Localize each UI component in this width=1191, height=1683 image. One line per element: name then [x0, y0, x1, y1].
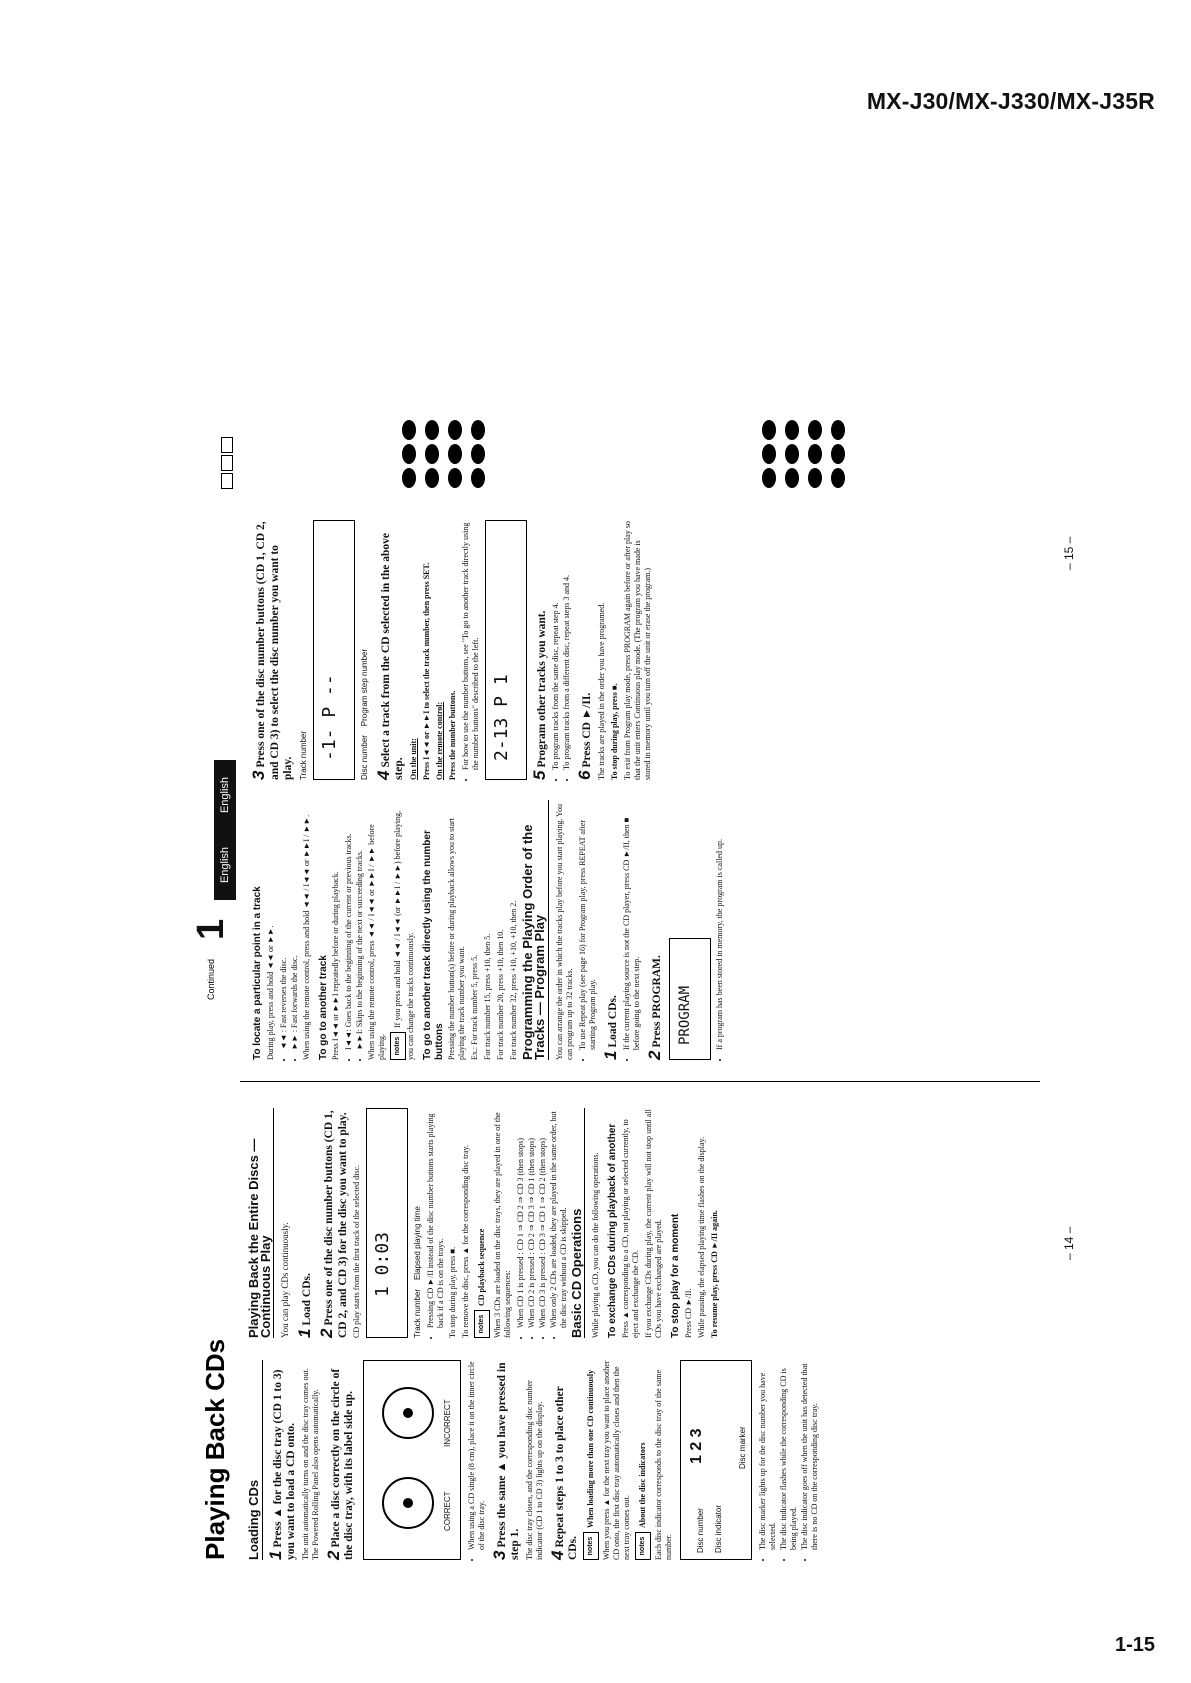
disc-correct-icon — [382, 1477, 434, 1529]
direct-title: To go to another track directly using the number buttons — [422, 830, 445, 1060]
on-unit-label: On the unit: — [408, 738, 418, 780]
bullet: • ►►I: Skips to the beginning of the next or succeeding tracks. — [355, 800, 365, 1050]
remove-text: To remove the disc, press ▲ for the corresponding disc tray. — [460, 1144, 470, 1338]
track-ops-column: To locate a particular point in a track During play, press and hold ◄◄ or ►►. • ◄◄ : Fast reverses the disc. • ►► : Fast forwards the disc. When using the remote control, press and hold ◄◄ / I◄◄ or ►►I / ►►. To go to another track Press I◄◄ or ►►I repeatedly before or during playback. • I◄◄: Goes back to the beginning of the current or previous tracks. • ►►I: Skips to the beginning of the next or succeeding tracks. When using the remote control, press ◄◄ / I◄◄ or ►►I / ►► before playing. notesIf you press and hold ◄◄ / I◄◄ (or ►►I / ►►) before playing, you can change the tracks continuously. To go to another track directly using the number buttons Pressing the number button(s) before or during playback allows you to start playing the track number you want. Ex.: For track number 5, press 5. For track number 15, press +10, then 5. For track number 20, press +10, then 10. For track number 32, press +10, +10, +10, then 2. Programming the Playing Order of the Tracks — Program Play You can arrange the order in which the tracks play before you start playing. You can program up to 32 tracks. • To use Repeat play (see page 16) for Program play, press REPEAT after starting Program play. 1Load CDs. • If the current playing source is not the CD player, press CD ►/II, then ■ before going to the next step. 2Press PROGRAM. PROGRAM • If a program has been stored in memory, the program is called up. — [246, 800, 727, 1060]
sequence-item: • When CD 1 is pressed : CD 1 ⇒ CD 2 ⇒ CD 3 (then stops) — [516, 1108, 526, 1328]
program-step2: Press PROGRAM. — [651, 955, 664, 1048]
lcd-readout: PROGRAM — [676, 985, 693, 1045]
lcd-readout: 1 0:03 — [372, 1231, 394, 1297]
bullet: • Pressing CD ►/II instead of the disc number buttons starts playing back if a CD is on the trays. — [426, 1108, 446, 1328]
sequence-item: • When CD 3 is pressed : CD 3 ⇒ CD 1 ⇒ CD 2 (then stops) — [538, 1108, 548, 1328]
program-step6: Press CD ►/II. — [581, 692, 594, 768]
incorrect-caption: INCORRECT — [442, 1399, 452, 1447]
bullet: • The disc marker lights up for the disc number you have selected. — [758, 1360, 778, 1550]
direct-example: For track number 15, press +10, then 5. — [483, 933, 493, 1060]
page-left-number: – 14 – — [1062, 1226, 1076, 1260]
pause-text: Press CD ►/II. — [683, 1288, 693, 1338]
loading-heading: Loading CDs — [248, 1360, 263, 1560]
program-stop-text: To stop during play, press ■. — [609, 683, 619, 780]
resume-text: To resume play, press CD ►/II again. — [709, 1210, 719, 1338]
disc-indicator-figure — [680, 1360, 752, 1560]
continuous-step2-text: CD play starts from the first track of the selected disc. — [352, 1164, 362, 1338]
another-note: If you press and hold ◄◄ / I◄◄ (or ►►I / ►►) before playing, you can change the tracks continuously. — [393, 810, 416, 1060]
bullet: • ◄◄ : Fast reverses the disc. — [279, 800, 289, 1050]
program-step-label: Program step number — [360, 648, 370, 727]
direct-example: For track number 20, press +10, then 10. — [496, 929, 506, 1060]
rotated-manual-spread — [190, 230, 1080, 1560]
on-unit-text: Press I◄◄ or ►►I to select the track number, then press SET. — [421, 562, 431, 780]
bullet: • I◄◄: Goes back to the beginning of the current or previous tracks. — [344, 800, 354, 1050]
locate-text: During play, press and hold ◄◄ or ►►. — [265, 925, 275, 1060]
track-number-label: Track number — [413, 1288, 423, 1338]
bullet: • To program tracks from a different disc, repeat steps 3 and 4. — [562, 520, 572, 770]
stop-text: To stop during play, press ■. — [447, 1246, 457, 1338]
continuous-heading: Playing Back the Entire Discs — Continuous Play — [248, 1108, 274, 1338]
page-right-number: – 15 – — [1062, 536, 1076, 570]
program-step3: Press one of the disc number buttons (CD 1, CD 2, and CD 3) to select the disc number you want to play. — [255, 521, 294, 780]
bullet: • To use Repeat play (see page 16) for Program play, press REPEAT after starting Program play. — [578, 800, 598, 1050]
bullet: • If a program has been stored in memory, the program is called up. — [715, 800, 725, 1050]
loading-step3: 3Press the same ▲ you have pressed in step 1. — [489, 1362, 522, 1560]
another-remote: When using the remote control, press ◄◄ / I◄◄ or ►►I / ►► before playing. — [367, 824, 387, 1060]
about-text: Each disc indicator corresponds to the disc tray of the same number. — [653, 1369, 673, 1560]
continuous-step2: Press one of the disc number buttons (CD 1, CD 2, and CD 3) for the disc you want to play. — [323, 1110, 349, 1338]
disc-incorrect-icon — [382, 1387, 434, 1439]
notes-icon: notes — [390, 1032, 406, 1060]
locate-title: To locate a particular point in a track — [252, 886, 263, 1060]
sequence-item: • When only 2 CDs are loaded, they are played in the same order, but the disc tray without a CD is skipped. — [549, 1108, 569, 1328]
program-steps-column: 3Press one of the disc number buttons (CD 1, CD 2, and CD 3) to select the disc number you want to play. Track number -1- P -- Disc number Program step number 4Select a track from the CD selected in the above step. On the unit: Press I◄◄ or ►►I to select the track number, then press SET. On the remote control: Press the number buttons. • For how to use the number buttons, see "To go to another track directly using the number buttons" described to the left. 2-13 P 1 5Program other tracks you want. • To program tracks from the same disc, repeat step 4. • To program tracks from a different disc, repeat steps 3 and 4. 6Press CD ►/II. The tracks are played in the order you have programed. To stop during play, press ■. To exit from Program play mode, press PROGRAM again before or after play so that the unit enters Continuous play mode. (The program you have made is stored in memory until you turn off the unit or erase the program.) — [246, 520, 656, 780]
program-step1: Load CDs. — [606, 995, 619, 1048]
bullet: • To program tracks from the same disc, repeat step 4. — [551, 520, 561, 770]
direct-example: Ex.: For track number 5, press 5. — [470, 954, 480, 1060]
continued-mark: 1 — [190, 918, 232, 940]
pause-text2: While pausing, the elapsed playing time flashes on the display. — [696, 1137, 706, 1338]
program-lcd-1 — [313, 520, 355, 780]
disc-number-label: Disc number — [695, 1508, 705, 1553]
number-keypad-illustration — [760, 380, 852, 490]
pause-title: To stop play for a moment — [670, 1213, 682, 1338]
loading-step1-text: The unit automatically turns on and the disc tray comes out. The Powered Rolling Panel also opens automatically. — [300, 1368, 320, 1560]
continuous-lcd — [366, 1108, 408, 1338]
program-step5: Program other tracks you want. — [535, 610, 548, 768]
track-number-label: Track number — [298, 730, 308, 780]
program-heading: Programming the Playing Order of the Tracks — Program Play — [522, 800, 548, 1060]
bullet: • If the current playing source is not the CD player, press CD ►/II, then ■ before going to the next step. — [622, 800, 642, 1050]
model-header: MX-J30/MX-J330/MX-J35R — [866, 88, 1155, 114]
program-step6-text: The tracks are played in the order you have programed. — [596, 602, 606, 780]
language-tab: English — [214, 760, 236, 830]
program-intro: You can arrange the order in which the tracks play before you start playing. You can program up to 32 tracks. — [554, 803, 574, 1060]
disc-indicator-label: Disc indicator — [713, 1504, 723, 1553]
program-lcd — [669, 938, 711, 1060]
number-keypad-illustration — [400, 380, 492, 490]
direct-text: Pressing the number button(s) before or during playback allows you to start playing the track number you want. — [447, 818, 467, 1060]
page-title: Playing Back CDs — [200, 1338, 230, 1560]
disc-placement-figure — [363, 1360, 461, 1560]
loading-column: Loading CDs 1Press ▲ for the disc tray (CD 1 to 3) you want to load a CD onto. The unit automatically turns on and the disc tray comes out. The Powered Rolling Panel also opens automatically. 2Place a disc correctly on the circle of the disc tray, with its label side up. CORRECT INCORRECT • When using a CD single (8 cm), place it on the inner circle of the disc tray. 3Press the same ▲ you have pressed in step 1. The disc tray closes, and the corresponding disc number indicator (CD 1 to CD 3) lights up on the display. 4Repeat steps 1 to 3 to place other CDs. notesWhen loading more than one CD continuously When you press ▲ for the next tray you want to place another CD onto, the first disc tray automatically closes and then the next tray comes out. notesAbout the disc indicators Each disc indicator corresponds to the disc tray of the same number. Disc number Disc indicator Disc marker 1 2 3 • The disc marker lights up for the disc number you have selected. • The disc indicator flashes while the corresponding CD is being played. • The disc indicator goes off when the unit has detected that there is no CD on the corresponding disc tray. — [246, 1360, 822, 1560]
sequence-item: • When CD 2 is pressed : CD 2 ⇒ CD 3 ⇒ CD 1 (then stops) — [527, 1108, 537, 1328]
locate-remote: When using the remote control, press and hold ◄◄ / I◄◄ or ►►I / ►►. — [301, 814, 311, 1060]
disc-buttons-illustration — [220, 380, 239, 490]
loading-step4: 4Repeat steps 1 to 3 to place other CDs. — [547, 1386, 580, 1560]
loading-step2: 2Place a disc correctly on the circle of the disc tray, with its label side up. — [323, 1368, 356, 1560]
basic-intro: While playing a CD, you can do the following operations. — [591, 1152, 601, 1338]
page-divider — [240, 1081, 1040, 1082]
correct-caption: CORRECT — [442, 1491, 452, 1531]
notes-icon: notes — [474, 1310, 490, 1338]
elapsed-label: Elapsed playing time — [413, 1206, 423, 1281]
continued-label: Continued — [206, 958, 216, 1000]
exchange-text2: If you exchange CDs during play, the current play will not stop until all CDs you have exchanged are played. — [644, 1109, 664, 1338]
on-remote-text: Press the number buttons. — [447, 690, 457, 780]
loading-step1: 1Press ▲ for the disc tray (CD 1 to 3) you want to load a CD onto. — [265, 1369, 298, 1560]
program-lcd-2 — [485, 520, 527, 780]
continuous-intro: You can play CDs continuously. — [280, 1222, 291, 1338]
notes-icon: notes — [583, 1532, 599, 1560]
on-remote-label: On the remote control: — [434, 701, 444, 780]
another-title: To go to another track — [317, 955, 329, 1060]
lcd-readout: -1- P -- — [319, 674, 341, 761]
continuous-column: Playing Back the Entire Discs — Continuous Play You can play CDs continuously. 1Load CDs. 2Press one of the disc number buttons (CD 1, CD 2, and CD 3) for the disc you want to play. CD play starts from the first track of the selected disc. 1 0:03 Track number Elapsed playing time • Pressing CD ►/II instead of the disc number buttons starts playing back if a CD is on the trays. To stop during play, press ■. To remove the disc, press ▲ for the corresponding disc tray. notesCD playback sequence When 3 CDs are loaded on the disc trays, they are played in one of the following sequences: • When CD 1 is pressed : CD 1 ⇒ CD 2 ⇒ CD 3 (then stops) • When CD 2 is pressed : CD 2 ⇒ CD 3 ⇒ CD 1 (then stops) • When CD 3 is pressed : CD 3 ⇒ CD 1 ⇒ CD 2 (then stops) • When only 2 CDs are loaded, they are played in the same order, but the disc tray without a CD is skipped. Basic CD Operations While playing a CD, you can do the following operations. To exchange CDs during playback of another Press ▲ corresponding to a CD, not playing or selected currently, to eject and exchange the CD. If you exchange CDs during play, the current play will not stop until all CDs you have exchanged are played. To stop play for a moment Press CD ►/II. While pausing, the elapsed playing time flashes on the display. To resume play, press CD ►/II again. — [246, 1108, 723, 1338]
single-note: • When using a CD single (8 cm), place it on the inner circle of the disc tray. — [467, 1360, 487, 1550]
disc-number-label: Disc number — [360, 735, 370, 780]
loading-step3-text: The disc tray closes, and the corresponding disc number indicator (CD 1 to CD 3) lights up on the display. — [524, 1380, 544, 1560]
program-step4: Select a track from the CD selected in the above step. — [379, 533, 406, 780]
exchange-title: To exchange CDs during playback of another — [607, 1123, 619, 1338]
bullet: • The disc indicator flashes while the corresponding CD is being played. — [779, 1360, 799, 1550]
bullet: • The disc indicator goes off when the unit has detected that there is no CD on the corresponding disc tray. — [800, 1360, 820, 1550]
continuous-step1: Load CDs. — [300, 1273, 313, 1326]
direct-example: For track number 32, press +10, +10, +10, then 2. — [509, 900, 519, 1060]
bullet: • ►► : Fast forwards the disc. — [290, 800, 300, 1050]
language-tab: English — [214, 830, 236, 900]
lcd-readout: 2-13 P 1 — [490, 674, 512, 761]
page-number: 1-15 — [1114, 1634, 1155, 1656]
disc-marker-label: Disc marker — [737, 1426, 747, 1469]
exchange-text: Press ▲ corresponding to a CD, not playing or selected currently, to eject and exchange the CD. — [621, 1119, 641, 1338]
program-exit-text: To exit from Program play mode, press PROGRAM again before or after play so that the unit enters Continuous play mode. (The program you have made is stored in memory until you turn off the unit or erase the program.) — [622, 521, 652, 780]
sequence-text: When 3 CDs are loaded on the disc trays, they are played in one of the following sequences: — [492, 1112, 512, 1338]
another-text: Press I◄◄ or ►►I repeatedly before or during playback. — [331, 871, 341, 1060]
basic-heading: Basic CD Operations — [571, 1108, 586, 1338]
disc-indicators-icon: 1 2 3 — [687, 1428, 705, 1464]
notes-icon: notes — [635, 1532, 651, 1560]
notes-text: When you press ▲ for the next tray you want to place another CD onto, the first disc tray automatically closes and then the next tray comes out. — [601, 1360, 631, 1560]
bullet: • For how to use the number buttons, see "To go to another track directly using the number buttons" described to the left. — [461, 520, 481, 770]
